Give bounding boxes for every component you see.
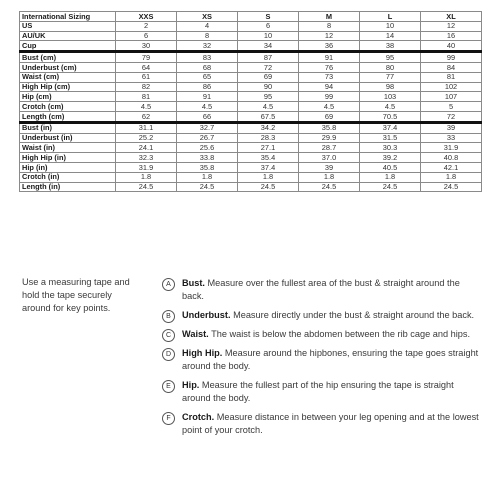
measurement-item bbox=[162, 411, 482, 437]
size-header-cell: XS bbox=[177, 12, 238, 22]
table-row bbox=[20, 21, 482, 31]
row-label: Underbust (cm) bbox=[20, 62, 116, 72]
table-cell: 24.1 bbox=[116, 143, 177, 153]
table-cell: 24.5 bbox=[299, 182, 360, 192]
table-cell: 24.5 bbox=[421, 182, 482, 192]
measurement-term: Bust. bbox=[182, 278, 205, 288]
row-label: Cup bbox=[20, 41, 116, 52]
table-row bbox=[20, 182, 482, 192]
table-cell: 65 bbox=[177, 72, 238, 82]
table-cell: 5 bbox=[421, 102, 482, 112]
row-label: High Hip (in) bbox=[20, 153, 116, 163]
table-cell: 69 bbox=[238, 72, 299, 82]
row-label: Bust (in) bbox=[20, 122, 116, 133]
measurement-description: Measure distance in between your leg opening and at the lowest point of your crotch. bbox=[182, 412, 479, 435]
table-row bbox=[20, 143, 482, 153]
table-cell: 40 bbox=[421, 41, 482, 52]
letter-badge: D bbox=[162, 348, 175, 361]
table-cell: 1.8 bbox=[238, 172, 299, 182]
table-cell: 1.8 bbox=[299, 172, 360, 182]
table-cell: 31.1 bbox=[116, 122, 177, 133]
table-cell: 84 bbox=[421, 62, 482, 72]
table-cell: 62 bbox=[116, 111, 177, 122]
table-row bbox=[20, 62, 482, 72]
table-cell: 82 bbox=[116, 82, 177, 92]
measurement-description: The waist is below the abdomen between the rib cage and hips. bbox=[211, 329, 471, 339]
table-cell: 36 bbox=[299, 41, 360, 52]
table-cell: 39 bbox=[299, 162, 360, 172]
table-cell: 16 bbox=[421, 31, 482, 41]
table-cell: 83 bbox=[177, 52, 238, 63]
table-cell: 81 bbox=[116, 92, 177, 102]
measurement-description: Measure over the fullest area of the bust & straight around the back. bbox=[182, 278, 460, 301]
measurement-item bbox=[162, 309, 482, 322]
table-row bbox=[20, 162, 482, 172]
table-row bbox=[20, 102, 482, 112]
table-cell: 8 bbox=[177, 31, 238, 41]
measurement-item bbox=[162, 379, 482, 405]
measurement-list bbox=[162, 274, 482, 437]
table-cell: 1.8 bbox=[421, 172, 482, 182]
row-label: Length (cm) bbox=[20, 111, 116, 122]
table-cell: 31.9 bbox=[421, 143, 482, 153]
size-header-cell: S bbox=[238, 12, 299, 22]
table-cell: 37.4 bbox=[238, 162, 299, 172]
row-label: Waist (in) bbox=[20, 143, 116, 153]
letter-badge: A bbox=[162, 278, 175, 291]
table-cell: 72 bbox=[238, 62, 299, 72]
table-cell: 32.3 bbox=[116, 153, 177, 163]
table-cell: 99 bbox=[421, 52, 482, 63]
measurement-item bbox=[162, 347, 482, 373]
table-cell: 32.7 bbox=[177, 122, 238, 133]
letter-badge: C bbox=[162, 329, 175, 342]
table-cell: 72 bbox=[421, 111, 482, 122]
table-cell: 33.8 bbox=[177, 153, 238, 163]
table-row bbox=[20, 122, 482, 133]
table-row bbox=[20, 172, 482, 182]
sizing-header-label: International Sizing bbox=[20, 12, 116, 22]
table-row bbox=[20, 41, 482, 52]
table-cell: 34.2 bbox=[238, 122, 299, 133]
table-cell: 95 bbox=[360, 52, 421, 63]
row-label: Hip (in) bbox=[20, 162, 116, 172]
table-cell: 27.1 bbox=[238, 143, 299, 153]
table-cell: 1.8 bbox=[177, 172, 238, 182]
table-cell: 29.9 bbox=[299, 133, 360, 143]
table-cell: 30 bbox=[116, 41, 177, 52]
table-cell: 26.7 bbox=[177, 133, 238, 143]
size-chart-table bbox=[19, 11, 482, 192]
table-cell: 39 bbox=[421, 122, 482, 133]
table-cell: 4.5 bbox=[177, 102, 238, 112]
table-cell: 103 bbox=[360, 92, 421, 102]
table-cell: 40.8 bbox=[421, 153, 482, 163]
table-cell: 32 bbox=[177, 41, 238, 52]
table-cell: 91 bbox=[299, 52, 360, 63]
table-row bbox=[20, 111, 482, 122]
table-row bbox=[20, 92, 482, 102]
measurement-description: Measure directly under the bust & straight around the back. bbox=[233, 310, 475, 320]
table-cell: 99 bbox=[299, 92, 360, 102]
table-cell: 67.5 bbox=[238, 111, 299, 122]
table-cell: 94 bbox=[299, 82, 360, 92]
table-cell: 107 bbox=[421, 92, 482, 102]
size-header-cell: L bbox=[360, 12, 421, 22]
table-cell: 14 bbox=[360, 31, 421, 41]
table-cell: 76 bbox=[299, 62, 360, 72]
table-cell: 42.1 bbox=[421, 162, 482, 172]
table-cell: 98 bbox=[360, 82, 421, 92]
table-cell: 24.5 bbox=[360, 182, 421, 192]
measurement-term: Hip. bbox=[182, 380, 200, 390]
table-row bbox=[20, 72, 482, 82]
table-cell: 4.5 bbox=[360, 102, 421, 112]
row-label: US bbox=[20, 21, 116, 31]
measurement-term: High Hip. bbox=[182, 348, 223, 358]
row-label: Underbust (in) bbox=[20, 133, 116, 143]
table-cell: 86 bbox=[177, 82, 238, 92]
table-cell: 37.0 bbox=[299, 153, 360, 163]
table-cell: 1.8 bbox=[360, 172, 421, 182]
table-cell: 10 bbox=[360, 21, 421, 31]
table-cell: 61 bbox=[116, 72, 177, 82]
table-cell: 95 bbox=[238, 92, 299, 102]
table-cell: 28.7 bbox=[299, 143, 360, 153]
table-cell: 24.5 bbox=[177, 182, 238, 192]
table-cell: 70.5 bbox=[360, 111, 421, 122]
letter-badge: E bbox=[162, 380, 175, 393]
table-cell: 35.4 bbox=[238, 153, 299, 163]
letter-badge: F bbox=[162, 412, 175, 425]
table-cell: 80 bbox=[360, 62, 421, 72]
table-cell: 34 bbox=[238, 41, 299, 52]
row-label: High Hip (cm) bbox=[20, 82, 116, 92]
table-cell: 8 bbox=[299, 21, 360, 31]
row-label: Crotch (in) bbox=[20, 172, 116, 182]
table-cell: 12 bbox=[421, 21, 482, 31]
row-label: Hip (cm) bbox=[20, 92, 116, 102]
size-header-cell: XL bbox=[421, 12, 482, 22]
table-cell: 1.8 bbox=[116, 172, 177, 182]
size-header-cell: M bbox=[299, 12, 360, 22]
size-header-row bbox=[20, 12, 482, 22]
table-row bbox=[20, 82, 482, 92]
table-cell: 79 bbox=[116, 52, 177, 63]
table-cell: 35.8 bbox=[177, 162, 238, 172]
letter-badge: B bbox=[162, 310, 175, 323]
table-cell: 68 bbox=[177, 62, 238, 72]
table-cell: 30.3 bbox=[360, 143, 421, 153]
table-cell: 28.3 bbox=[238, 133, 299, 143]
table-cell: 12 bbox=[299, 31, 360, 41]
table-cell: 4.5 bbox=[238, 102, 299, 112]
size-header-cell: XXS bbox=[116, 12, 177, 22]
measurement-term: Crotch. bbox=[182, 412, 215, 422]
table-row bbox=[20, 31, 482, 41]
measurement-item bbox=[162, 277, 482, 303]
table-row bbox=[20, 52, 482, 63]
table-cell: 69 bbox=[299, 111, 360, 122]
table-cell: 10 bbox=[238, 31, 299, 41]
table-cell: 77 bbox=[360, 72, 421, 82]
measurement-description: Measure around the hipbones, ensuring the tape goes straight around the body. bbox=[182, 348, 479, 371]
row-label: Length (in) bbox=[20, 182, 116, 192]
size-chart-body bbox=[20, 12, 482, 192]
measurement-term: Underbust. bbox=[182, 310, 231, 320]
table-cell: 73 bbox=[299, 72, 360, 82]
table-cell: 40.5 bbox=[360, 162, 421, 172]
table-cell: 6 bbox=[116, 31, 177, 41]
measurement-term: Waist. bbox=[182, 329, 209, 339]
table-cell: 2 bbox=[116, 21, 177, 31]
table-cell: 66 bbox=[177, 111, 238, 122]
table-cell: 4.5 bbox=[116, 102, 177, 112]
measuring-intro: Use a measuring tape and hold the tape securely around for key points. bbox=[22, 277, 130, 313]
table-cell: 81 bbox=[421, 72, 482, 82]
table-cell: 35.8 bbox=[299, 122, 360, 133]
table-cell: 4 bbox=[177, 21, 238, 31]
table-cell: 102 bbox=[421, 82, 482, 92]
table-cell: 91 bbox=[177, 92, 238, 102]
table-row bbox=[20, 133, 482, 143]
measurement-item bbox=[162, 328, 482, 341]
table-cell: 25.6 bbox=[177, 143, 238, 153]
table-cell: 24.5 bbox=[116, 182, 177, 192]
row-label: Waist (cm) bbox=[20, 72, 116, 82]
table-cell: 25.2 bbox=[116, 133, 177, 143]
table-cell: 24.5 bbox=[238, 182, 299, 192]
table-cell: 4.5 bbox=[299, 102, 360, 112]
row-label: AU/UK bbox=[20, 31, 116, 41]
table-cell: 31.5 bbox=[360, 133, 421, 143]
table-cell: 64 bbox=[116, 62, 177, 72]
table-cell: 38 bbox=[360, 41, 421, 52]
table-cell: 90 bbox=[238, 82, 299, 92]
measuring-guide bbox=[19, 274, 481, 474]
table-cell: 31.9 bbox=[116, 162, 177, 172]
table-row bbox=[20, 153, 482, 163]
table-cell: 37.4 bbox=[360, 122, 421, 133]
table-cell: 39.2 bbox=[360, 153, 421, 163]
table-cell: 87 bbox=[238, 52, 299, 63]
table-cell: 6 bbox=[238, 21, 299, 31]
row-label: Bust (cm) bbox=[20, 52, 116, 63]
row-label: Crotch (cm) bbox=[20, 102, 116, 112]
measurement-description: Measure the fullest part of the hip ensuring the tape is straight around the body. bbox=[182, 380, 454, 403]
table-cell: 33 bbox=[421, 133, 482, 143]
